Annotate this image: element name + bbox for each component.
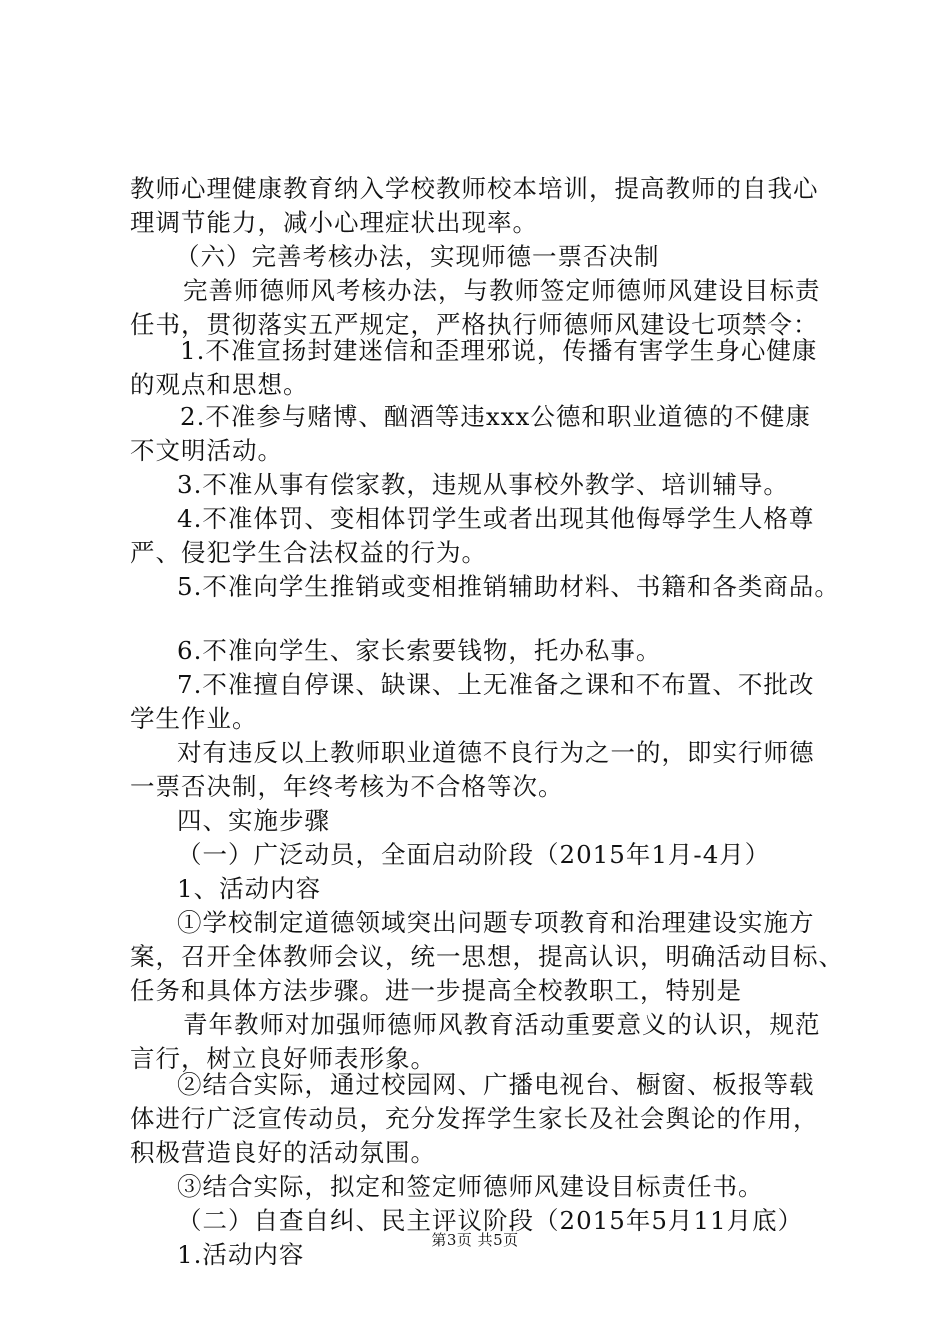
paragraph-line: 完善师德师风考核办法，与教师签定师德师风建设目标责: [183, 276, 821, 305]
section-heading: （六）完善考核办法，实现师德一票否决制: [175, 242, 660, 271]
paragraph-line: 言行，树立良好师表形象。: [130, 1044, 436, 1073]
paragraph-line: 任务和具体方法步骤。进一步提高全校教职工，特别是: [130, 976, 742, 1005]
paragraph-line: 体进行广泛宣传动员，充分发挥学生家长及社会舆论的作用，: [130, 1104, 819, 1133]
page-number: 第3页 共5页: [431, 1231, 519, 1249]
list-item: 5.不准向学生推销或变相推销辅助材料、书籍和各类商品。: [177, 572, 840, 601]
subsection-heading: （一）广泛动员，全面启动阶段（2015年1月-4月）: [177, 840, 771, 869]
paragraph-line: 青年教师对加强师德师风教育活动重要意义的认识，规范: [183, 1010, 821, 1039]
paragraph-line: 积极营造良好的活动氛围。: [130, 1138, 436, 1167]
list-item: 7.不准擅自停课、缺课、上无准备之课和不布置、不批改: [177, 670, 815, 699]
paragraph-line: ②结合实际，通过校园网、广播电视台、橱窗、板报等载: [177, 1070, 815, 1099]
list-item-continuation: 学生作业。: [130, 704, 258, 733]
paragraph-line: 对有违反以上教师职业道德不良行为之一的，即实行师德: [177, 738, 815, 767]
list-item: 2.不准参与赌博、酗酒等违xxx公德和职业道德的不健康: [180, 402, 811, 431]
list-item-continuation: 的观点和思想。: [130, 370, 309, 399]
paragraph-line: 任书，贯彻落实五严规定，严格执行师德师风建设七项禁令：: [130, 310, 819, 339]
subsection-heading: （二）自查自纠、民主评议阶段（2015年5月11月底）: [177, 1206, 804, 1235]
paragraph-line: 案，召开全体教师会议，统一思想，提高认识，明确活动目标、: [130, 942, 844, 971]
paragraph-line: ③结合实际，拟定和签定师德师风建设目标责任书。: [177, 1172, 764, 1201]
paragraph-line: 一票否决制，年终考核为不合格等次。: [130, 772, 564, 801]
list-item-continuation: 严、侵犯学生合法权益的行为。: [130, 538, 487, 567]
list-item: 1.不准宣扬封建迷信和歪理邪说，传播有害学生身心健康: [180, 336, 818, 365]
paragraph-line: ①学校制定道德领域突出问题专项教育和治理建设实施方: [177, 908, 815, 937]
paragraph-line: 教师心理健康教育纳入学校教师校本培训，提高教师的自我心: [130, 174, 819, 203]
paragraph-line: 理调节能力，减小心理症状出现率。: [130, 208, 538, 237]
subsection-heading: 1.活动内容: [177, 1240, 305, 1269]
list-item: 6.不准向学生、家长索要钱物，托办私事。: [177, 636, 662, 665]
section-heading: 四、实施步骤: [177, 806, 330, 835]
list-item: 4.不准体罚、变相体罚学生或者出现其他侮辱学生人格尊: [177, 504, 815, 533]
subsection-heading: 1、活动内容: [177, 874, 322, 903]
list-item: 3.不准从事有偿家教，违规从事校外教学、培训辅导。: [177, 470, 789, 499]
list-item-continuation: 不文明活动。: [130, 436, 283, 465]
